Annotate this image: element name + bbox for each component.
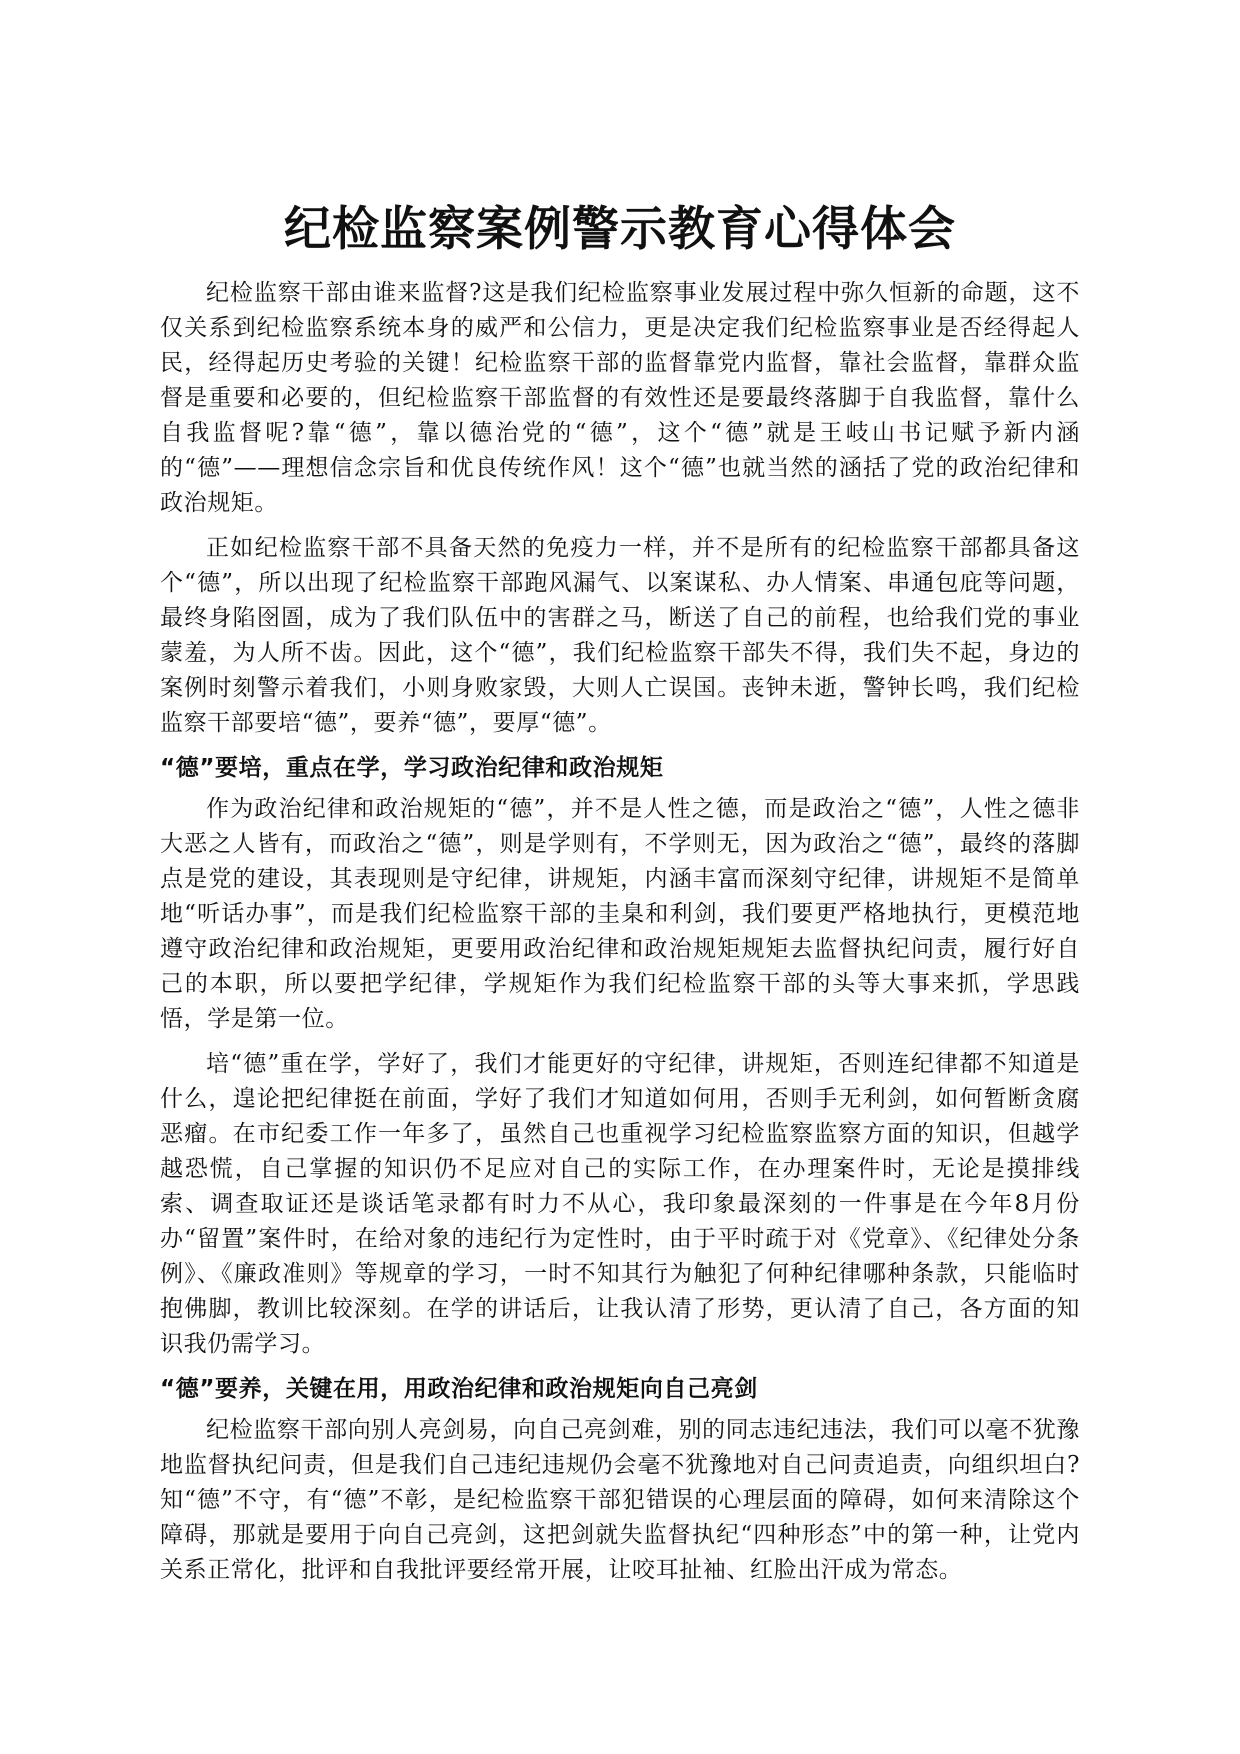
section-heading: “德”要培，重点在学，学习政治纪律和政治规矩 — [160, 755, 664, 781]
paragraph: 作为政治纪律和政治规矩的“德”，并不是人性之德，而是政治之“德”，人性之德非大恶之人皆有，而政治之“德”，则是学则有，不学则无，因为政治之“德”，最终的落脚点是党的建设，其表现则是守纪律，讲规矩，内涵丰富而深刻守纪律，讲规矩不是简单地“听话办事”，而是我们纪检监察干部的圭臬和利剑，我们要更严格地执行，更模范地遵守政治纪律和政治规矩，更要用政治纪律和政治规矩规矩去监督执纪问责，履行好自己的本职，所以要把学纪律，学规矩作为我们纪检监察干部的头等大事来抓，学思践悟，学是第一位。 — [160, 796, 1080, 1032]
paragraph: 培“德”重在学，学好了，我们才能更好的守纪律，讲规矩，否则连纪律都不知道是什么，遑论把纪律挺在前面，学好了我们才知道如何用，否则手无利剑，如何暂断贪腐恶瘤。在市纪委工作一年多了，虽然自己也重视学习纪检监察监察方面的知识，但越学越恐慌，自己掌握的知识仍不足应对自己的实际工作，在办理案件时，无论是摸排线索、调查取证还是谈话笔录都有时力不从心，我印象最深刻的一件事是在今年8月份办“留置”案件时，在给对象的违纪行为定性时，由于平时疏于对《党章》、《纪律处分条例》、《廉政准则》等规章的学习，一时不知其行为触犯了何种纪律哪种条款，只能临时抱佛脚，教训比较深刻。在学的讲话后，让我认清了形势，更认清了自己，各方面的知识我仍需学习。 — [160, 1051, 1080, 1357]
document-body — [160, 276, 1080, 1598]
paragraph: 正如纪检监察干部不具备天然的免疫力一样，并不是所有的纪检监察干部都具备这个“德”，所以出现了纪检监察干部跑风漏气、以案谋私、办人情案、串通包庇等问题，最终身陷囹圄，成为了我们队伍中的害群之马，断送了自己的前程，也给我们党的事业蒙羞，为人所不齿。因此，这个“德”，我们纪检监察干部失不得，我们失不起，身边的案例时刻警示着我们，小则身败家毁，大则人亡误国。丧钟未逝，警钟长鸣，我们纪检监察干部要培“德”，要养“德”，要厚“德”。 — [160, 535, 1080, 736]
paragraph: 纪检监察干部向别人亮剑易，向自己亮剑难，别的同志违纪违法，我们可以毫不犹豫地监督执纪问责，但是我们自己违纪违规仍会毫不犹豫地对自己问责追责，向组织坦白?知“德”不守，有“德”不彰，是纪检监察干部犯错误的心理层面的障碍，如何来清除这个障碍，那就是要用于向自己亮剑，这把剑就失监督执纪“四种形态”中的第一种，让党内关系正常化，批评和自我批评要经常开展，让咬耳扯袖、红脸出汗成为常态。 — [160, 1417, 1080, 1583]
document-title: 纪检监察案例警示教育心得体会 — [284, 202, 956, 257]
paragraph: 纪检监察干部由谁来监督?这是我们纪检监察事业发展过程中弥久恒新的命题，这不仅关系到纪检监察系统本身的威严和公信力，更是决定我们纪检监察事业是否经得起人民，经得起历史考验的关键！纪检监察干部的监督靠党内监督，靠社会监督，靠群众监督是重要和必要的，但纪检监察干部监督的有效性还是要最终落脚于自我监督，靠什么自我监督呢?靠“德”，靠以德治党的“德”，这个“德”就是王岐山书记赋予新内涵的“德”——理想信念宗旨和优良传统作风！这个“德”也就当然的涵括了党的政治纪律和政治规矩。 — [160, 280, 1080, 516]
section-heading: “德”要养，关键在用，用政治纪律和政治规矩向自己亮剑 — [160, 1376, 758, 1402]
